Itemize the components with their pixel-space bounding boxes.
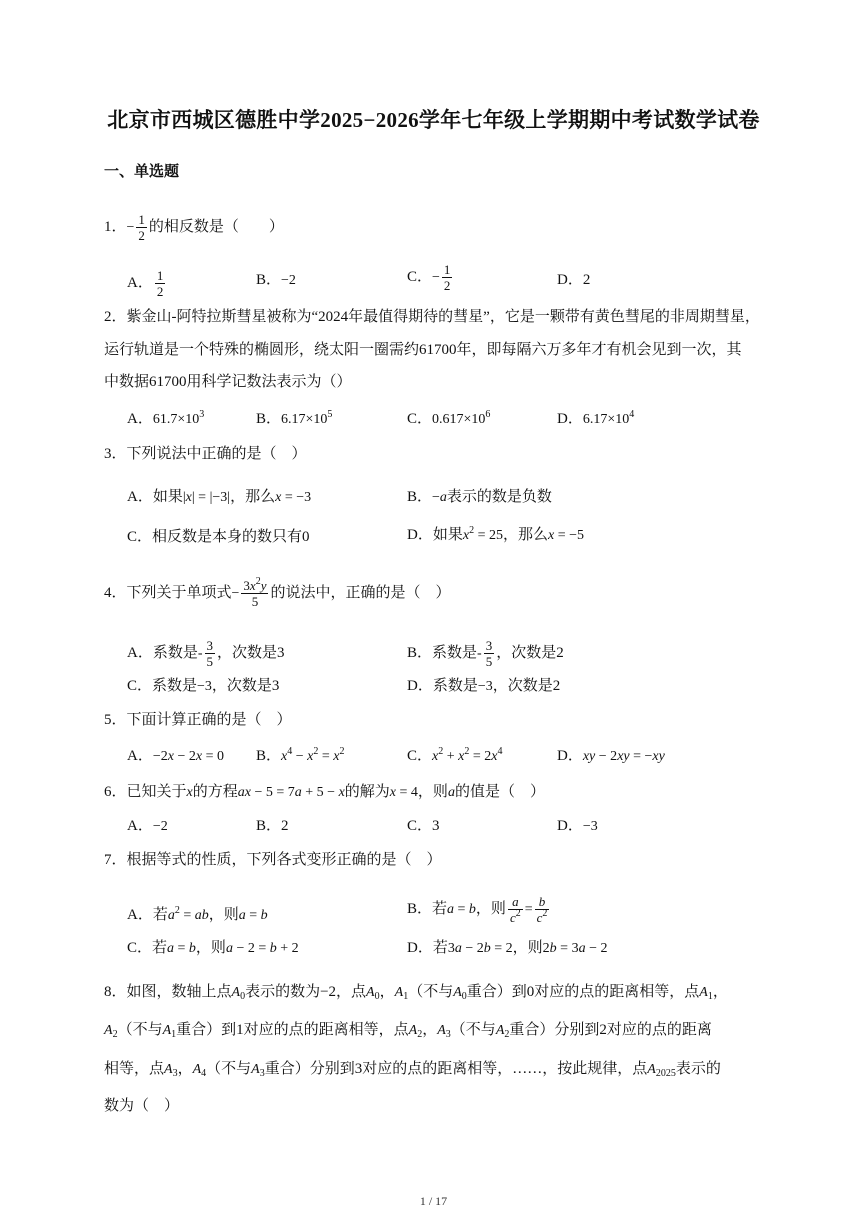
question-1: 1．− $\frac{1}{2}$ 的相反数是（ ） <box>104 212 284 243</box>
q4-option-d[interactable]: D．系数是−3，次数是2 <box>407 678 561 694</box>
page-title: 北京市西城区德胜中学2025−2026学年七年级上学期期中考试数学试卷 <box>107 108 760 132</box>
q4-option-a[interactable]: A．系数是- $\frac{3}{5}$ ，次数是3 <box>127 638 285 669</box>
question-4: 4．下列关于单项式− $\frac{3x^2y}{5}$ 的说法中，正确的是（ ） <box>104 576 451 609</box>
question-8-line3: 相等，点$A_3$，$A_4$（不与$A_3$重合）分别到3对应的点的距离相等，……，按此规律，点$A_{2025}$表示的 <box>104 1061 721 1079</box>
q1-option-b[interactable]: B．−2 <box>256 272 296 288</box>
q3-option-c[interactable]: C．相反数是本身的数只有0 <box>127 529 310 545</box>
question-8-line2: $A_2$（不与$A_1$重合）到1对应的点的距离相等，点$A_2$，$A_3$（不与$A_2$重合）分别到2对应的点的距离 <box>104 1022 712 1040</box>
q2-option-a[interactable]: A．$61.7\times 10^3$ <box>127 409 205 427</box>
q2-option-b[interactable]: B．$6.17\times 10^5$ <box>256 409 333 427</box>
q2-option-c[interactable]: C．$0.617\times 10^6$ <box>407 409 491 427</box>
q7-option-c[interactable]: C．若a = b，则a − 2 = b + 2 <box>127 940 299 956</box>
question-3: 3．下列说法中正确的是（ ） <box>104 446 307 462</box>
question-8-line1: 8．如图，数轴上点$A_0$表示的数为−2，点$A_0$，$A_1$（不与$A_0$重合）到0对应的点的距离相等，点$A_1$， <box>104 984 728 1002</box>
q4-option-c[interactable]: C．系数是−3，次数是3 <box>127 678 280 694</box>
q2-option-d[interactable]: D．$6.17\times 10^4$ <box>557 409 635 427</box>
q5-option-c[interactable]: C．$x^2 + x^2 = 2x^4$ <box>407 746 503 764</box>
fraction: $\frac{1}{2}$ <box>138 212 145 243</box>
q5-option-a[interactable]: A．−2x − 2x = 0 <box>127 748 224 764</box>
q1-option-d[interactable]: D．2 <box>557 272 591 288</box>
q7-option-d[interactable]: D．若3a − 2b = 2，则2b = 3a − 2 <box>407 940 608 956</box>
q1-option-a[interactable]: A． $\frac{1}{2}$ <box>127 268 164 299</box>
monomial-fraction: $\frac{3x^2y}{5}$ <box>243 576 267 609</box>
q3-option-a[interactable]: A．如果|x| = |−3|，那么x = −3 <box>127 489 312 505</box>
question-7: 7．根据等式的性质，下列各式变形正确的是（ ） <box>104 852 442 868</box>
question-2-line1: 2．紫金山-阿特拉斯彗星被称为“2024年最值得期待的彗星”，它是一颗带有黄色彗尾的非周期彗星， <box>104 309 760 325</box>
page-number: 1 / 17 <box>419 1194 448 1208</box>
q1-option-c[interactable]: C．− $\frac{1}{2}$ <box>407 262 451 293</box>
section-heading: 一、单选题 <box>104 164 180 180</box>
question-2-line3: 中数据61700用科学记数法表示为（） <box>104 374 352 390</box>
q7-option-a[interactable]: A．若$a^2$ = ab，则a = b <box>127 905 268 923</box>
q5-option-d[interactable]: D．xy − 2xy = −xy <box>557 748 665 764</box>
q3-option-d[interactable]: D．如果$x^2 = 25$，那么x = −5 <box>407 525 584 543</box>
q6-option-a[interactable]: A．−2 <box>127 818 168 834</box>
q6-option-c[interactable]: C．3 <box>407 818 440 834</box>
question-6: 6．已知关于x的方程ax − 5 = 7a + 5 − x的解为x = 4，则a的值是（ ） <box>104 784 545 800</box>
q3-option-b[interactable]: B．−a表示的数是负数 <box>407 489 552 505</box>
q6-option-b[interactable]: B．2 <box>256 818 289 834</box>
q7-option-b[interactable]: B．若a = b，则 $\frac{a}{c^2}$ = $\frac{b}{c^2}$ <box>407 894 548 925</box>
question-5: 5．下面计算正确的是（ ） <box>104 712 292 728</box>
question-2-line2: 运行轨道是一个特殊的椭圆形，绕太阳一圈需约61700年，即每隔六万多年才有机会见到一次，其 <box>104 342 742 358</box>
question-8-line4: 数为（ ） <box>104 1098 180 1114</box>
q5-option-b[interactable]: B．$x^4 - x^2 = x^2$ <box>256 746 345 764</box>
q4-option-b[interactable]: B．系数是- $\frac{3}{5}$ ，次数是2 <box>407 638 564 669</box>
q6-option-d[interactable]: D．−3 <box>557 818 598 834</box>
